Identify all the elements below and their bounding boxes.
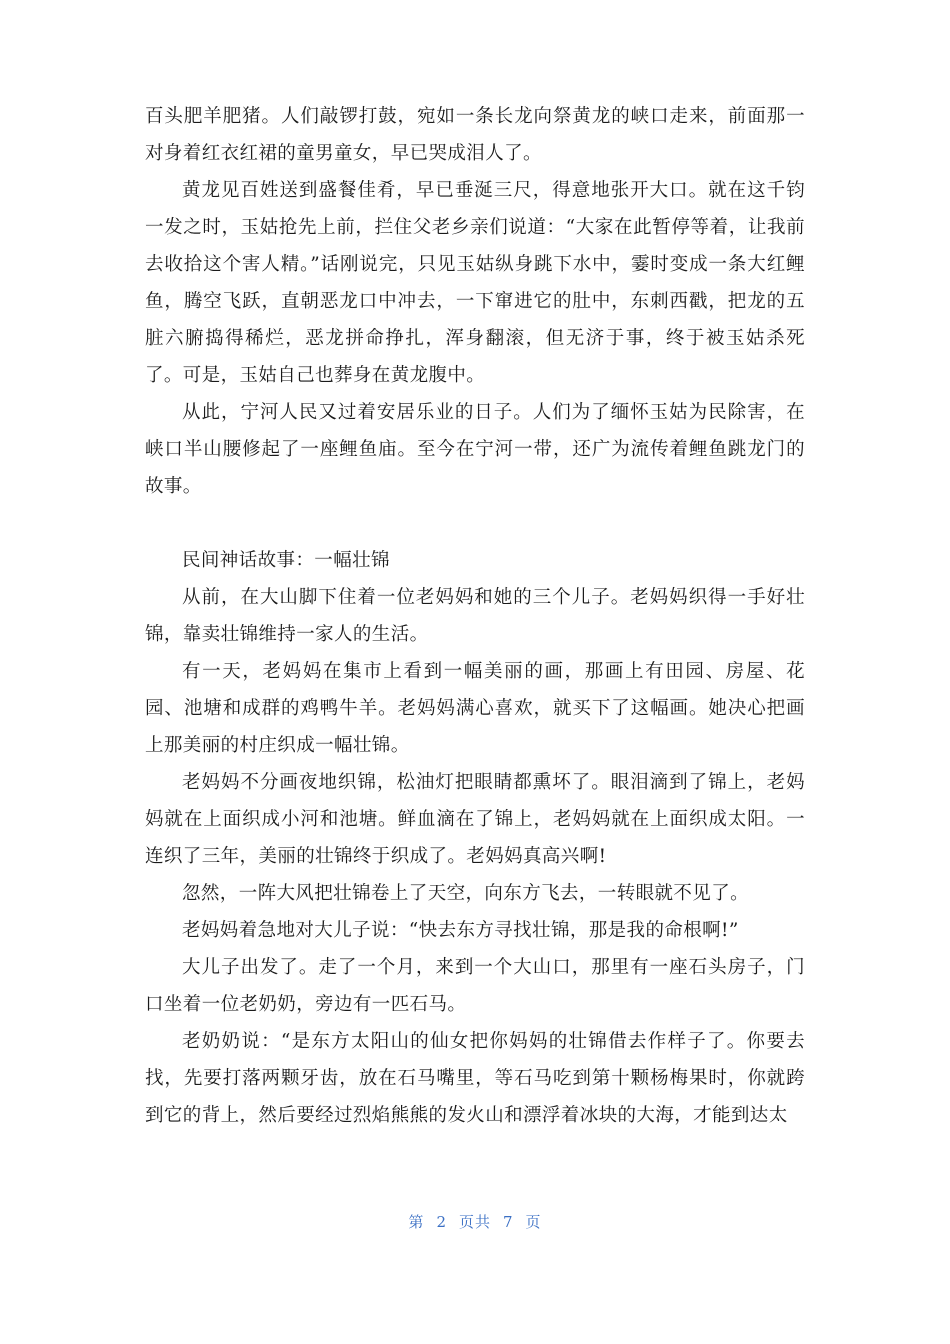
paragraph: 忽然，一阵大风把壮锦卷上了天空，向东方飞去，一转眼就不见了。 [182, 883, 750, 904]
total-pages-number: 7 [503, 1213, 514, 1231]
footer-label-di: 第 [408, 1213, 425, 1231]
document-body [145, 98, 805, 1134]
paragraph: 老妈妈不分画夜地织锦，松油灯把眼睛都熏坏了。眼泪滴到了锦上，老妈妈就在上面织成小河和池塘。鲜血滴在了锦上，老妈妈就在上面织成太阳。一连织了三年，美丽的壮锦终于织成了。老妈妈真高兴啊! [145, 772, 805, 867]
paragraph: 老妈妈着急地对大儿子说：“快去东方寻找壮锦，那是我的命根啊!” [182, 920, 739, 941]
paragraph: 老奶奶说：“是东方太阳山的仙女把你妈妈的壮锦借去作样子了。你要去找，先要打落两颗牙齿，放在石马嘴里，等石马吃到第十颗杨梅果时，你就跨到它的背上，然后要经过烈焰熊熊的发火山和漂浮着冰块的大海，才能到达太 [145, 1031, 805, 1126]
paragraph-continued: 百头肥羊肥猪。人们敲锣打鼓，宛如一条长龙向祭黄龙的峡口走来，前面那一对身着红衣红裙的童男童女，早已哭成泪人了。 [145, 106, 805, 164]
paragraph: 大儿子出发了。走了一个月，来到一个大山口，那里有一座石头房子，门口坐着一位老奶奶，旁边有一匹石马。 [145, 957, 805, 1015]
footer-label-ye-gong: 页共 [458, 1213, 491, 1231]
paragraph: 有一天，老妈妈在集市上看到一幅美丽的画，那画上有田园、房屋、花园、池塘和成群的鸡鸭牛羊。老妈妈满心喜欢，就买下了这幅画。她决心把画上那美丽的村庄织成一幅壮锦。 [145, 661, 805, 756]
footer-label-ye: 页 [525, 1213, 542, 1231]
paragraph: 从前，在大山脚下住着一位老妈妈和她的三个儿子。老妈妈织得一手好壮锦，靠卖壮锦维持一家人的生活。 [145, 587, 805, 645]
paragraph: 黄龙见百姓送到盛餐佳肴，早已垂涎三尺，得意地张开大口。就在这千钧一发之时，玉姑抢先上前，拦住父老乡亲们说道：“大家在此暂停等着，让我前去收拾这个害人精。”话刚说完，只见玉姑纵身跳下水中，霎时变成一条大红鲤鱼，腾空飞跃，直朝恶龙口中冲去，一下窜进它的肚中，东刺西戳，把龙的五脏六腑捣得稀烂，恶龙拼命挣扎，浑身翻滚，但无济于事，终于被玉姑杀死了。可是，玉姑自己也葬身在黄龙腹中。 [145, 180, 805, 386]
story-title: 民间神话故事：一幅壮锦 [182, 550, 390, 571]
current-page-number: 2 [436, 1213, 447, 1231]
paragraph: 从此，宁河人民又过着安居乐业的日子。人们为了缅怀玉姑为民除害，在峡口半山腰修起了一座鲤鱼庙。至今在宁河一带，还广为流传着鲤鱼跳龙门的故事。 [145, 402, 805, 497]
page-footer [0, 1211, 950, 1232]
